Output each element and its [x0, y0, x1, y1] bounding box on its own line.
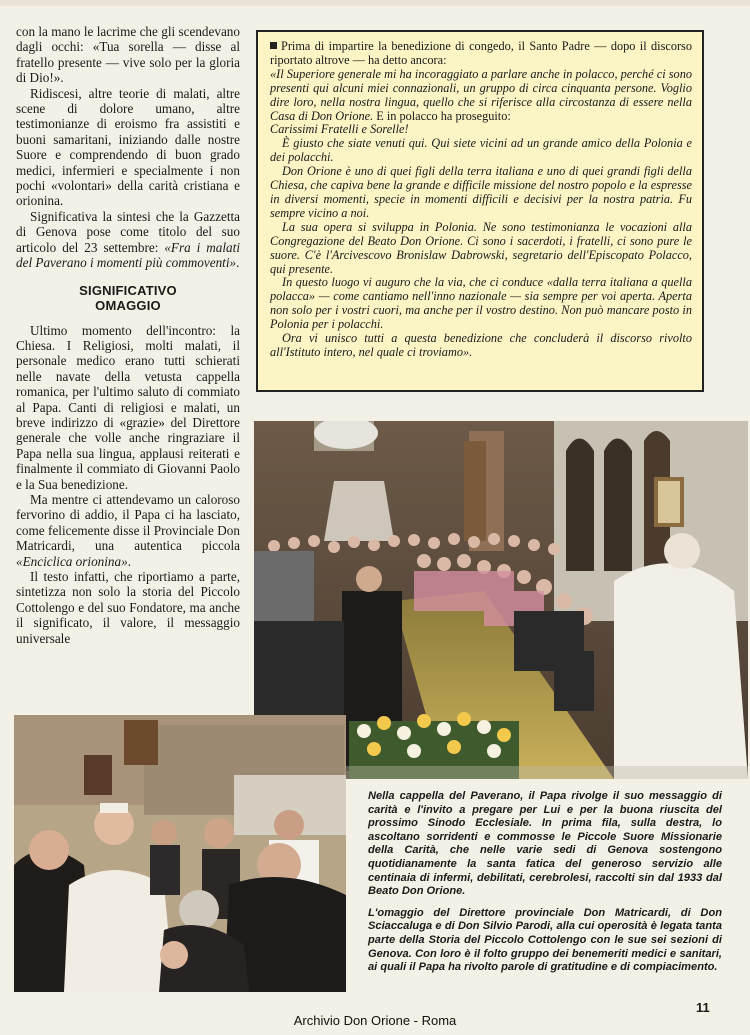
page-number: 11 — [696, 1000, 710, 1015]
section-heading — [16, 283, 240, 313]
article-paragraph: Ridiscesi, altre teorie di malati, altre scene di dolore umano, altre testimonianze di eroismo fra assistiti e buoni samaritani, iniziando dalle nostre Suore e comprendendo di buon grado medici, infermieri e specialmente i non pochi «volontari» della carità cristiana e orionina. — [16, 85, 240, 209]
box-paragraph: Don Orione è uno di quei figli della terra italiana e uno di quei grandi figli della Chiesa, che capiva bene la grande e difficile missione del nostro popolo e la espresse in diversi momenti, specie in momenti difficili e decisivi per la nostra patria. Fu sempre vicino a noi. — [270, 164, 692, 220]
paragraph-text: Ma mentre ci attendevamo un caloroso fervorino di addio, il Papa ci ha lasciato, come felicemente disse il Provinciale Don Matricardi, una autentica piccola — [16, 491, 240, 554]
article-paragraph — [16, 492, 240, 569]
box-paragraph: Ora vi unisco tutti a questa benedizione che concluderà il discorso rivolto all'Istituto intero, nel quale ci troviamo». — [270, 331, 692, 359]
paragraph-end: . — [127, 553, 132, 569]
meeting-photo — [14, 715, 346, 992]
page-top-edge — [0, 0, 750, 6]
archive-footer: Archivio Don Orione - Roma — [293, 1013, 457, 1028]
box-intro — [270, 40, 692, 68]
photo-caption — [368, 790, 722, 975]
heading-line: SIGNIFICATIVO — [79, 282, 177, 298]
article-paragraph: Ultimo momento dell'incontro: la Chiesa. I Religiosi, molti malati, il personale medico erano tutti schierati nelle navate della vetusta cappella romanica, per l'ultimo saluto di commiato al Papa. Canti di religiosi e malati, un breve indirizzo di «grazie» del Direttore generale che volle anche ringraziare il Papa nella sua lingua, applausi reiterati e finalmente il commiato di Giovanni Paolo e la Sua benedizione. — [16, 322, 240, 492]
meeting-photo-illustration — [14, 715, 346, 992]
quoted-title: «Enciclica orionina» — [16, 553, 128, 569]
box-paragraph: La sua opera si sviluppa in Polonia. Ne sono testimonianza le vocazioni alla Congregazione del Beato Don Orione. Ci sono i sacerdoti, i fratelli, ci sono pure le suore. C'è l'Arcivescovo Bronislaw Dabrowski, segretario dell'Episcopato Polacco, qui presente. — [270, 219, 692, 276]
box-quote — [270, 68, 692, 124]
article-paragraph — [16, 209, 240, 271]
left-article-column — [16, 24, 240, 646]
paragraph-text: Significativa la sintesi che la Gazzetta di Genova pose come titolo del suo articolo del 23 settembre: — [16, 208, 240, 255]
caption-paragraph: Nella cappella del Paverano, il Papa rivolge il suo messaggio di carità e l'invito a pregare per Lui e per la buona riuscita del prossimo Sinodo Ecclesiale. In prima fila, sulla destra, lo ascoltano sorridenti e commosse le Piccole Suore Missionarie della Carità, che nelle varie sedi di Genova sostengono quotidianamente la santa fatica del generoso servizio alle centinaia di infermi, debilitati, cerebrolesi, raccolti sin dal 1933 dal Beato Don Orione. — [368, 790, 722, 898]
bullet-square-icon — [270, 42, 277, 49]
article-paragraph: con la mano le lacrime che gli scendevano dagli occhi: «Tua sorella — disse al fratello presente — vive solo per la gloria di Dio!». — [16, 24, 240, 86]
quoted-headline: «Fra i malati del Paverano i momenti più commoventi» — [16, 239, 240, 271]
box-paragraph: In questo luogo vi auguro che la via, che ci conduce «dalla terra italiana a quella polacca» — come cantiamo nell'inno nazionale — sia sempre per voi aperta. Aperta non solo per i vostri cuori, ma anche per il vostro destino. Non può mancare posto in Polonia per i polacchi. — [270, 275, 692, 332]
polish-speech-box — [256, 30, 704, 392]
box-salutation: Carissimi Fratelli e Sorelle! — [270, 122, 409, 137]
quote-plain-text: E in polacco ha proseguito: — [373, 108, 511, 123]
caption-paragraph: L'omaggio del Direttore provinciale Don Matricardi, di Don Sciaccaluga e di Don Silvio Parodi, alla cui operosità è legata tanta parte della Storia del Piccolo Cottolengo con le sue sei sezioni di Genova. Con loro è il folto gruppo dei benemeriti medici e sanitari, ai quali il Papa ha rivolto parole di gratitudine e di compiacimento. — [368, 906, 722, 974]
box-intro-text: Prima di impartire la benedizione di congedo, il Santo Padre — dopo il discorso riportato altrove — ha detto ancora: — [270, 39, 692, 67]
heading-line: OMAGGIO — [95, 297, 161, 313]
quote-italic-text: «Il Superiore generale mi ha incoraggiato a parlare anche in polacco, perché ci sono presenti qui alcuni miei connazionali, un gruppo di circa cinquanta persone. Voglio dire loro, nella nostra lingua, quello che si riferisce alla circostanza di essere nella Casa di Don Orione. — [270, 66, 692, 123]
paragraph-end: . — [236, 255, 240, 271]
box-paragraph: È giusto che siate venuti qui. Qui siete vicini ad un grande amico della Polonia e dei polacchi. — [270, 136, 692, 165]
article-paragraph: Il testo infatti, che riportiamo a parte, sintetizza non solo la storia del Piccolo Cottolengo e del suo Fondatore, ma anche il significato, il valore, il messaggio universale — [16, 569, 240, 646]
